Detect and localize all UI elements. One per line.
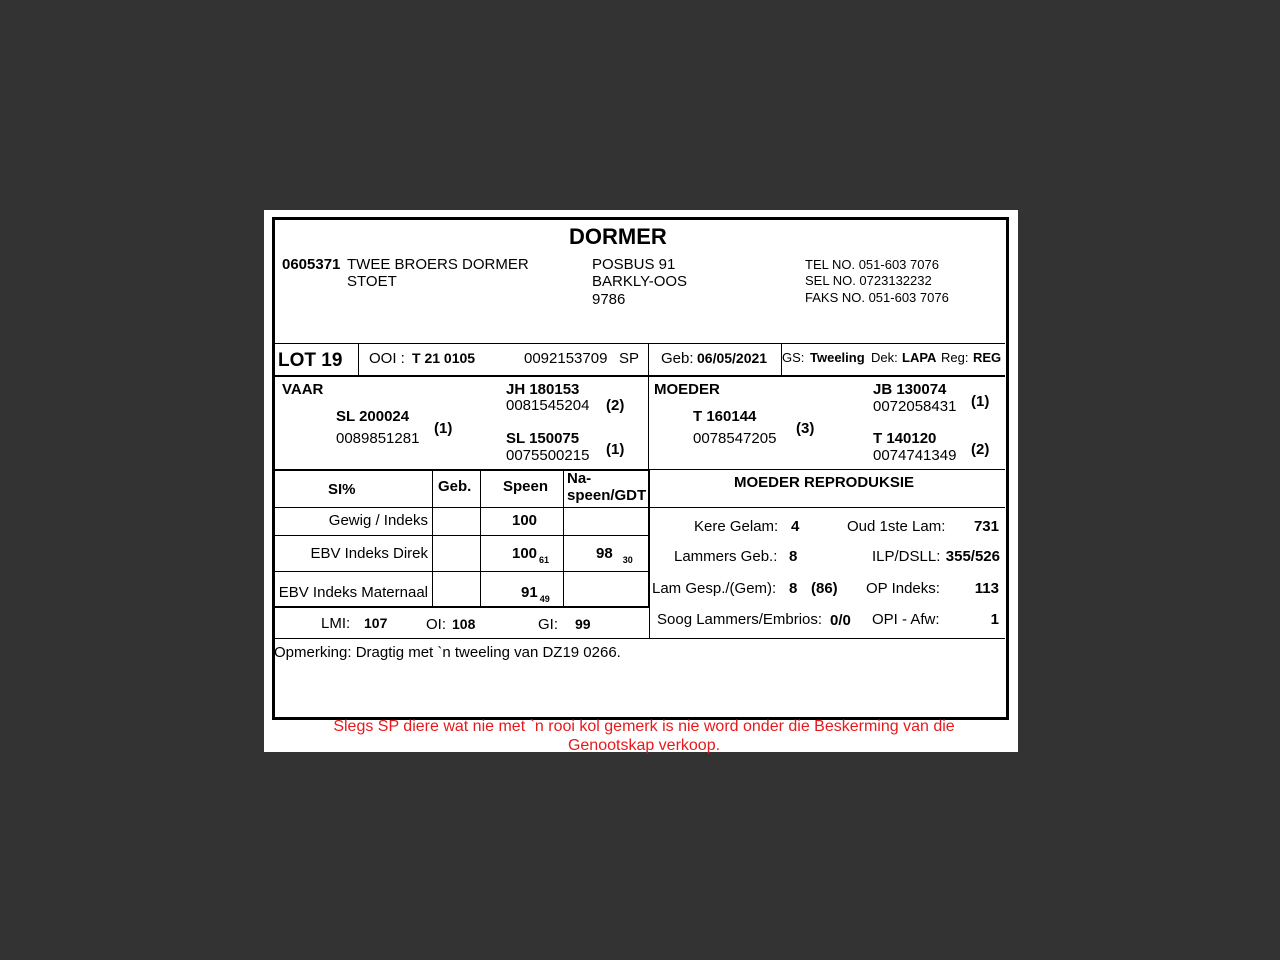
ooi-value: T 21 0105 — [412, 350, 476, 366]
lam-gesp-gem: (86) — [811, 580, 838, 597]
reg-label: Reg: — [941, 350, 969, 365]
kere-gelam-value: 4 — [791, 518, 800, 535]
row-maternaal-speen: 91 $_{49}$ — [521, 584, 550, 604]
tel-number: TEL NO. 051-603 7076 — [805, 257, 939, 272]
lam-gesp-value: 8 — [789, 580, 798, 597]
row-maternaal-naspeen — [569, 584, 571, 603]
address-line3: 9786 — [592, 291, 626, 308]
divider — [274, 638, 1005, 639]
lam-gesp-label: Lam Gesp./(Gem): — [652, 580, 777, 597]
divider — [649, 507, 1005, 508]
dam-dam-number: 0074741349 — [873, 447, 957, 464]
divider — [274, 535, 649, 536]
lmi-value: 107 — [364, 615, 388, 631]
remark-text: Opmerking: Dragtig met `n tweeling van DZ19 0266. — [274, 644, 621, 661]
gs-value: Tweeling — [810, 350, 865, 365]
soog-lammers-value: 0/0 — [830, 612, 851, 629]
faks-number: FAKS NO. 051-603 7076 — [805, 290, 949, 305]
breeder-name-line2: STOET — [347, 273, 397, 290]
registration-number: 0092153709 — [524, 350, 608, 367]
breeder-name-line1: TWEE BROERS DORMER — [347, 256, 529, 273]
divider — [480, 470, 481, 606]
sire-dam-id: SL 150075 — [506, 430, 580, 447]
divider — [563, 470, 564, 606]
dam-sire-mark: (1) — [971, 393, 990, 410]
lammers-geb-value: 8 — [789, 548, 798, 565]
geb-label: Geb: — [661, 350, 694, 367]
sire-sire-mark: (2) — [606, 397, 625, 414]
kere-gelam-label: Kere Gelam: — [694, 518, 779, 535]
dam-sire-id: JB 130074 — [873, 381, 947, 398]
dam-dam-id: T 140120 — [873, 430, 937, 447]
op-indeks-value: 113 — [974, 580, 999, 597]
vaar-label: VAAR — [282, 381, 324, 398]
dek-label: Dek: — [871, 350, 898, 365]
address-line2: BARKLY-OOS — [592, 273, 688, 290]
gs-label: GS: — [782, 350, 805, 365]
divider — [274, 507, 649, 508]
row-direk-label: EBV Indeks Direk — [310, 545, 428, 562]
op-indeks-label: OP Indeks: — [866, 580, 940, 597]
soog-lammers-label: Soog Lammers/Embrios: — [657, 611, 823, 628]
sire-mark: (1) — [434, 420, 453, 437]
sire-dam-number: 0075500215 — [506, 447, 590, 464]
geb-value: 06/05/2021 — [697, 350, 768, 366]
row-gewig-speen: 100 — [512, 512, 538, 529]
sire-sire-id: JH 180153 — [506, 381, 580, 398]
ilp-dsll-value: 355/526 — [945, 548, 1000, 565]
breed-title: DORMER — [569, 224, 667, 249]
sire-dam-mark: (1) — [606, 441, 625, 458]
divider — [649, 607, 650, 638]
divider — [274, 571, 649, 572]
divider — [358, 344, 359, 375]
lot-card — [264, 210, 1018, 752]
naspeen-header-line2: speen/GDT — [567, 487, 647, 504]
lammers-geb-label: Lammers Geb.: — [674, 548, 778, 565]
speen-header: Speen — [503, 478, 549, 495]
ooi-label: OOI : — [369, 350, 405, 367]
opi-afw-value: 1 — [990, 611, 999, 628]
oi-value: 108 — [452, 616, 476, 632]
geb-header: Geb. — [438, 478, 472, 495]
oi-label: OI: — [426, 616, 447, 633]
si-header: SI% — [328, 481, 356, 498]
footer-notice-line1: Slegs SP diere wat nie met `n rooi kol gemerk is nie word onder die Beskerming van die — [333, 718, 955, 735]
dam-number: 0078547205 — [693, 430, 777, 447]
row-gewig-label: Gewig / Indeks — [328, 512, 428, 529]
lot-number: LOT 19 — [278, 350, 343, 371]
sire-number: 0089851281 — [336, 430, 420, 447]
row-maternaal-label: EBV Indeks Maternaal — [278, 584, 428, 601]
dam-mark: (3) — [796, 420, 815, 437]
oud-1ste-lam-value: 731 — [973, 518, 999, 535]
sire-sire-number: 0081545204 — [506, 397, 590, 414]
gi-label: GI: — [538, 616, 559, 633]
dam-sire-number: 0072058431 — [873, 398, 957, 415]
sire-id: SL 200024 — [336, 408, 410, 425]
breeder-number: 0605371 — [282, 256, 341, 273]
oud-1ste-lam-label: Oud 1ste Lam: — [847, 518, 946, 535]
reproduction-title: MOEDER REPRODUKSIE — [733, 474, 915, 491]
lmi-label: LMI: — [321, 615, 351, 632]
naspeen-header-line1: Na- — [567, 470, 592, 487]
opi-afw-label: OPI - Afw: — [872, 611, 940, 628]
dam-id: T 160144 — [693, 408, 757, 425]
row-direk-naspeen: 98 $_{30}$ — [596, 545, 633, 565]
divider — [274, 606, 650, 608]
reg-value: REG — [973, 350, 1002, 365]
moeder-label: MOEDER — [654, 381, 720, 398]
address-line1: POSBUS 91 — [592, 256, 676, 273]
sel-number: SEL NO. 0723132232 — [805, 273, 932, 288]
footer-notice-line2: Genootskap verkoop. — [567, 737, 721, 754]
sp-label: SP — [619, 350, 640, 367]
divider — [274, 343, 1005, 344]
divider — [648, 376, 649, 469]
divider — [648, 344, 649, 375]
ilp-dsll-label: ILP/DSLL: — [872, 548, 941, 565]
divider — [649, 469, 1005, 470]
gi-value: 99 — [575, 616, 591, 632]
divider — [274, 469, 649, 471]
divider — [274, 375, 1005, 377]
divider — [432, 470, 433, 606]
dam-dam-mark: (2) — [971, 441, 990, 458]
row-gewig-naspeen — [569, 512, 571, 531]
row-direk-speen: 100 $_{61}$ — [512, 545, 550, 565]
dek-value: LAPA — [902, 350, 937, 365]
